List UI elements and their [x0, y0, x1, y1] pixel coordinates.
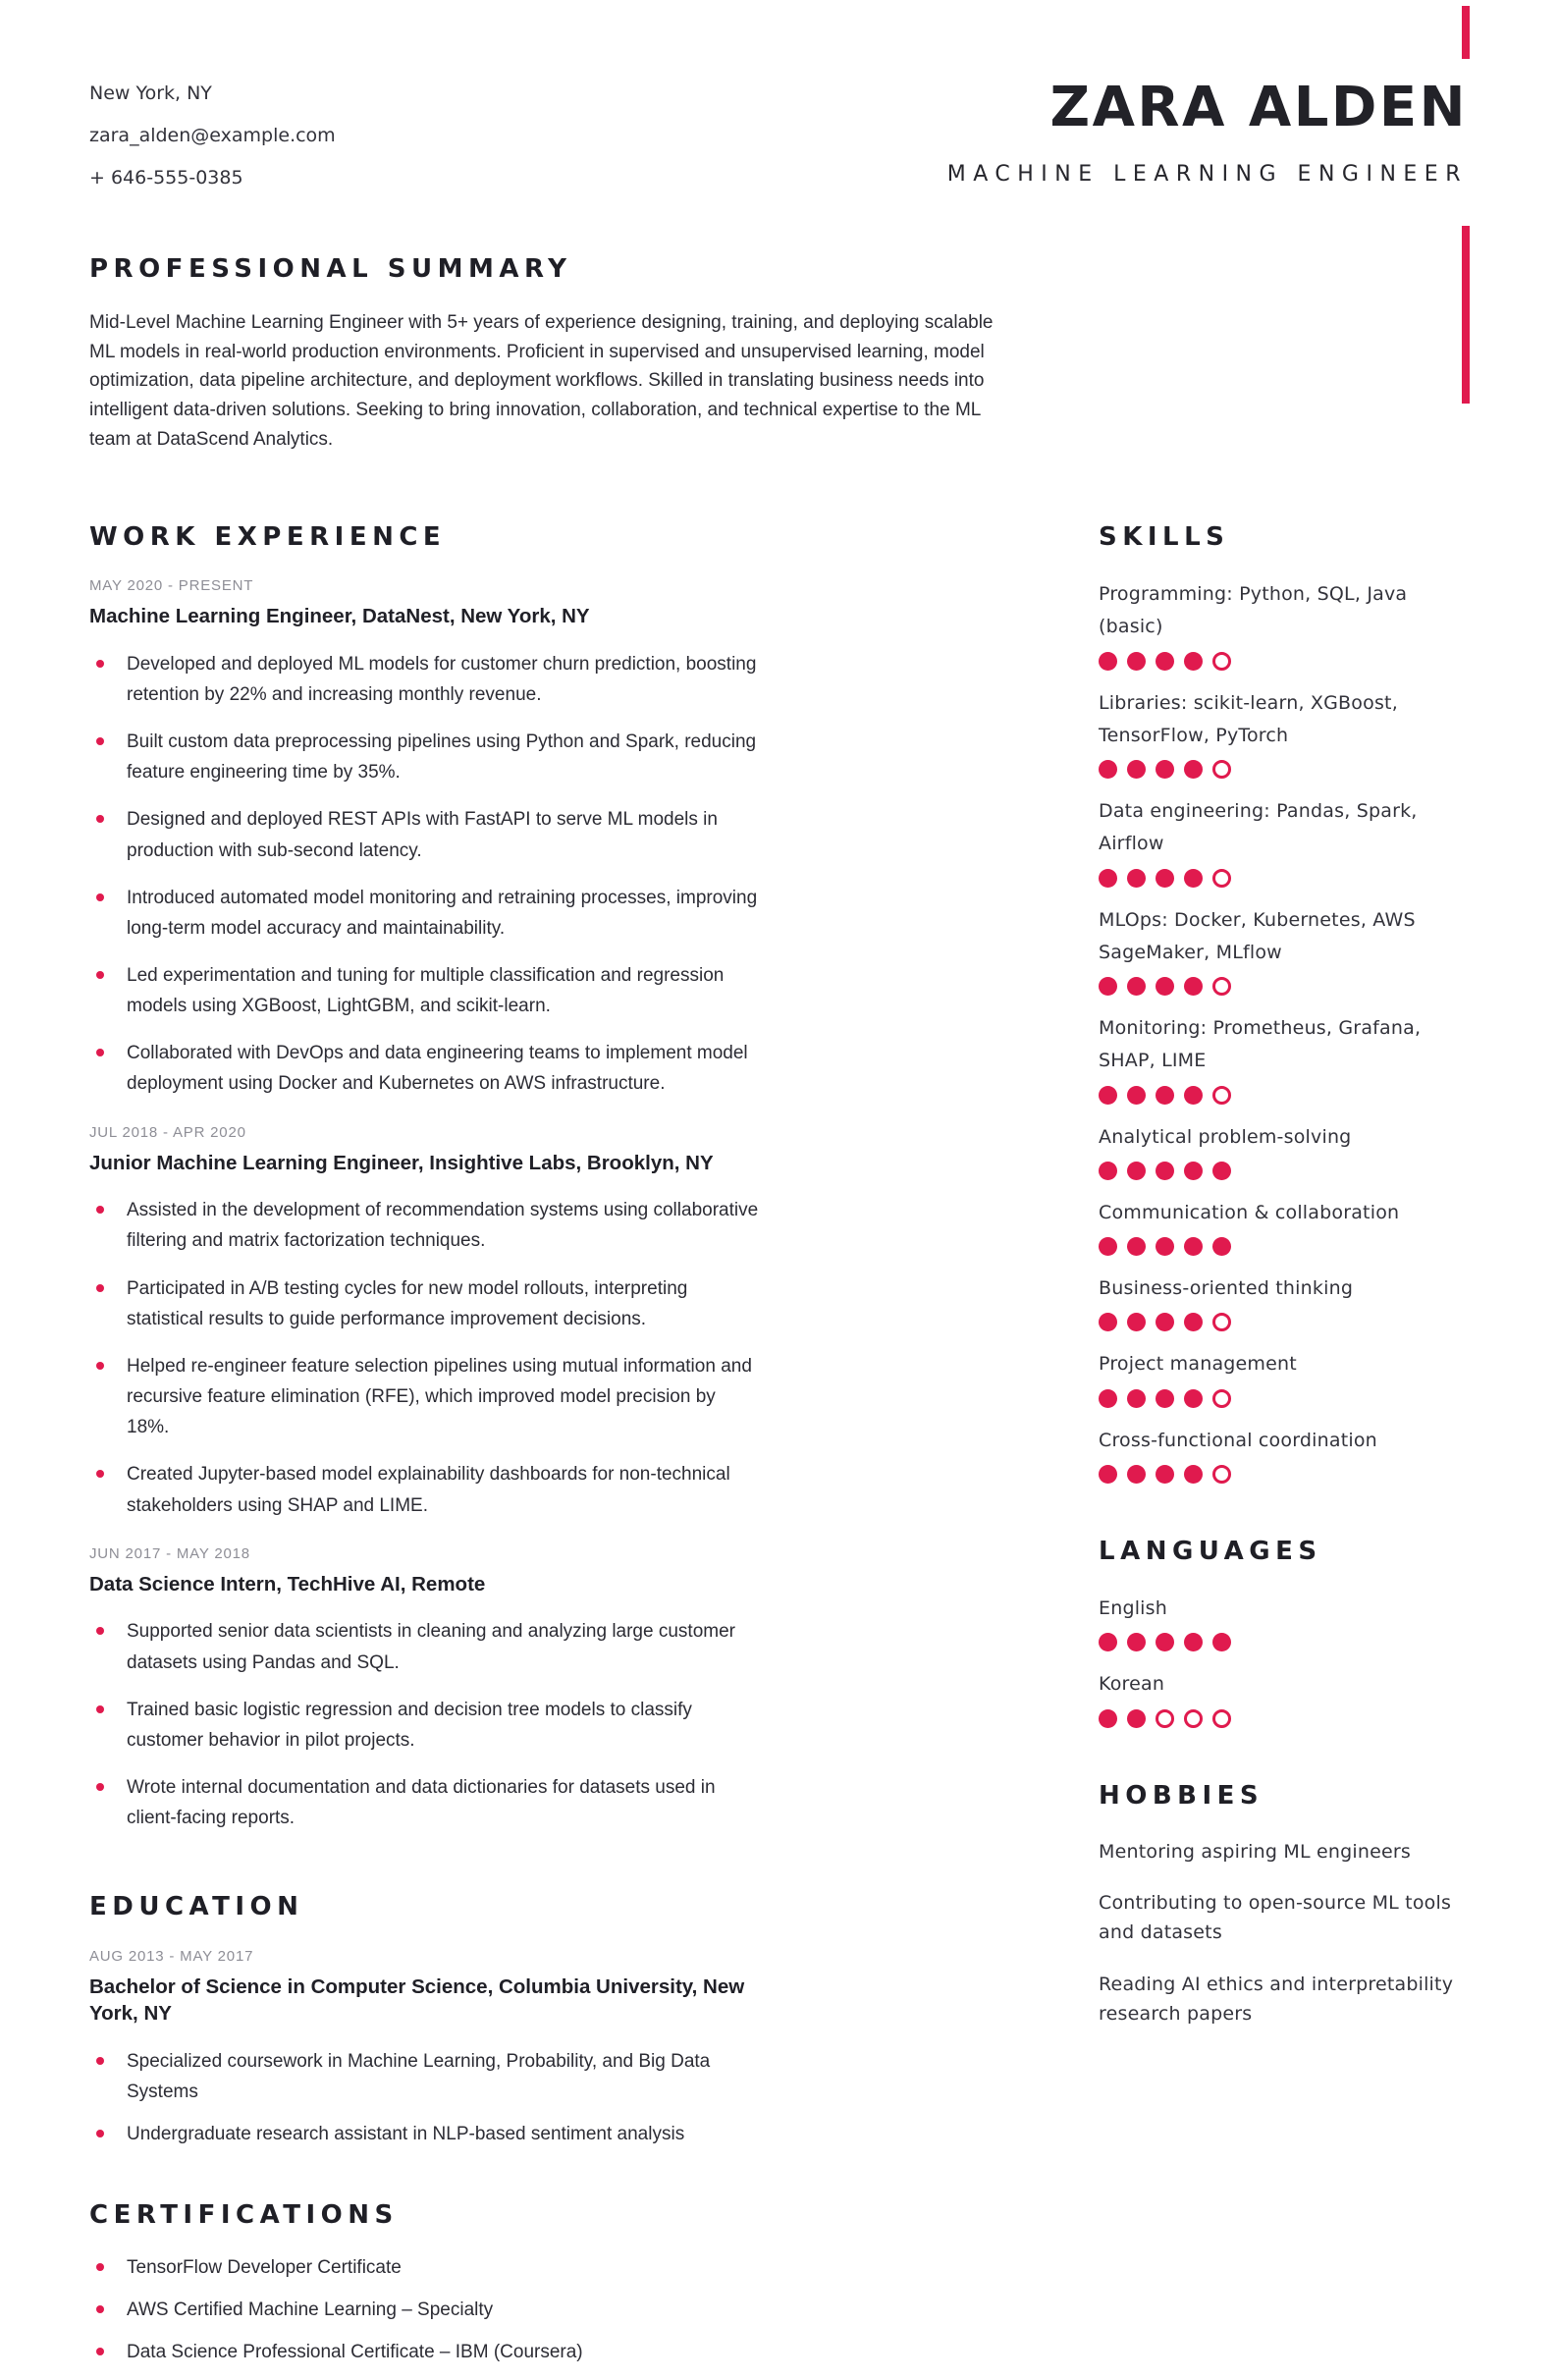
rating-dot-filled-icon	[1127, 1162, 1146, 1180]
rating-dot-filled-icon	[1127, 760, 1146, 779]
bullet-dot-icon	[96, 737, 104, 745]
job-dates: JUL 2018 - APR 2020	[89, 1123, 246, 1141]
rating-dot-filled-icon	[1156, 977, 1174, 996]
bullet-item	[89, 1616, 759, 1677]
bullet-text: AWS Certified Machine Learning – Specialty	[127, 2299, 494, 2321]
bullet-item	[89, 1772, 759, 1833]
rating-dot-filled-icon	[1156, 652, 1174, 671]
job-bullets	[89, 1195, 759, 1520]
hobby-item: Contributing to open-source ML tools and datasets	[1099, 1892, 1452, 1944]
education-degree: Bachelor of Science in Computer Science, Columbia University, New York, NY	[89, 1974, 745, 2026]
bullet-item	[89, 727, 759, 787]
summary-heading: PROFESSIONAL SUMMARY	[89, 254, 572, 284]
bullet-dot-icon	[96, 2130, 104, 2137]
contact-block	[89, 77, 336, 209]
rated-item	[1099, 1197, 1470, 1256]
rating-dots	[1099, 652, 1470, 671]
rating-dots	[1099, 1465, 1470, 1484]
rating-dot-filled-icon	[1156, 1633, 1174, 1651]
contact-phone: + 646-555-0385	[89, 167, 243, 189]
bullet-item	[89, 1695, 759, 1756]
rating-dot-filled-icon	[1099, 760, 1117, 779]
rating-dot-filled-icon	[1127, 1389, 1146, 1408]
bullet-text: Designed and deployed REST APIs with FastAPI to serve ML models in production with sub-second latency.	[127, 809, 718, 861]
rated-item-label: Business-oriented thinking	[1099, 1277, 1354, 1300]
bullet-text: Trained basic logistic regression and decision tree models to classify customer behavior in pilot projects.	[127, 1699, 692, 1751]
rated-item-label: MLOps: Docker, Kubernetes, AWS SageMaker, MLflow	[1099, 908, 1416, 963]
bullet-dot-icon	[96, 1049, 104, 1056]
summary-text: Mid-Level Machine Learning Engineer with 5+ years of experience designing, training, and deploying scalable ML models in real-world production environments. Proficient in supervised and unsupervised learning, model optimization, data pipeline architecture, and deployment workflows. Skilled in translating business needs into intelligent data-driven solutions. Seeking to bring innovation, collaboration, and technical expertise to the ML team at DataScend Analytics.	[89, 312, 994, 450]
rating-dot-filled-icon	[1184, 760, 1203, 779]
rated-item-label: Communication & collaboration	[1099, 1201, 1400, 1223]
education-entry	[89, 1948, 759, 2150]
rated-item-label: Programming: Python, SQL, Java (basic)	[1099, 583, 1408, 638]
sidebar-column	[1099, 501, 1470, 2379]
bullet-item	[89, 1273, 759, 1334]
rating-dot-empty-icon	[1212, 869, 1231, 888]
education-heading: EDUCATION	[89, 1892, 304, 1922]
rating-dot-filled-icon	[1212, 1162, 1231, 1180]
bullet-dot-icon	[96, 1206, 104, 1214]
rating-dot-filled-icon	[1099, 1465, 1117, 1484]
rating-dot-filled-icon	[1127, 1086, 1146, 1105]
bullet-item	[89, 960, 759, 1021]
rating-dots	[1099, 1237, 1470, 1256]
bullet-text: Data Science Professional Certificate – IBM (Coursera)	[127, 2342, 583, 2363]
bullet-item	[89, 2295, 759, 2325]
rating-dot-filled-icon	[1156, 1313, 1174, 1331]
bullet-item	[89, 2119, 759, 2149]
job-entry	[89, 577, 759, 1100]
bullet-dot-icon	[96, 815, 104, 823]
rating-dot-filled-icon	[1127, 977, 1146, 996]
rated-item	[1099, 578, 1470, 671]
rated-item	[1099, 795, 1470, 888]
work-experience-heading: WORK EXPERIENCE	[89, 521, 447, 552]
bullet-item	[89, 2046, 759, 2107]
two-column-layout	[89, 501, 1470, 2379]
rating-dot-filled-icon	[1127, 1465, 1146, 1484]
bullet-text: Wrote internal documentation and data dictionaries for datasets used in client-facing reports.	[127, 1777, 716, 1829]
rated-item	[1099, 904, 1470, 997]
rating-dot-filled-icon	[1099, 977, 1117, 996]
contact-location: New York, NY	[89, 82, 212, 104]
bullet-item	[89, 883, 759, 944]
rated-item-label: Monitoring: Prometheus, Grafana, SHAP, LIME	[1099, 1017, 1422, 1072]
rating-dot-filled-icon	[1099, 1086, 1117, 1105]
skill-list	[1099, 578, 1470, 1484]
rating-dot-filled-icon	[1099, 1313, 1117, 1331]
hobbies-heading: HOBBIES	[1099, 1780, 1264, 1811]
rating-dot-filled-icon	[1099, 652, 1117, 671]
rating-dot-filled-icon	[1127, 1709, 1146, 1728]
bullet-item	[89, 2337, 759, 2367]
rating-dots	[1099, 1709, 1470, 1728]
candidate-title: MACHINE LEARNING ENGINEER	[946, 162, 1468, 187]
rating-dot-empty-icon	[1212, 1465, 1231, 1484]
rating-dots	[1099, 760, 1470, 779]
job-bullets	[89, 1616, 759, 1833]
language-list	[1099, 1593, 1470, 1728]
rated-item-label: Analytical problem-solving	[1099, 1125, 1352, 1148]
bullet-dot-icon	[96, 2348, 104, 2355]
section-professional-summary	[89, 254, 1470, 454]
rating-dot-filled-icon	[1127, 652, 1146, 671]
rated-item	[1099, 1121, 1470, 1180]
rating-dots	[1099, 1313, 1470, 1331]
rated-item	[1099, 1348, 1470, 1407]
bullet-item	[89, 1459, 759, 1520]
bullet-text: Specialized coursework in Machine Learning, Probability, and Big Data Systems	[127, 2050, 711, 2102]
bullet-text: Introduced automated model monitoring and retraining processes, improving long-term model accuracy and maintainability.	[127, 887, 758, 939]
bullet-text: Led experimentation and tuning for multiple classification and regression models using XGBoost, LightGBM, and scikit-learn.	[127, 965, 725, 1017]
rating-dot-filled-icon	[1184, 1465, 1203, 1484]
languages-heading: LANGUAGES	[1099, 1536, 1322, 1566]
rated-item-label: Korean	[1099, 1673, 1165, 1696]
main-column	[89, 501, 759, 2379]
rating-dot-empty-icon	[1212, 760, 1231, 779]
job-bullets	[89, 649, 759, 1100]
bullet-dot-icon	[96, 2305, 104, 2313]
bullet-text: Participated in A/B testing cycles for new model rollouts, interpreting statistical results to guide performance improvement decisions.	[127, 1277, 688, 1329]
rating-dot-filled-icon	[1099, 1709, 1117, 1728]
rating-dot-filled-icon	[1127, 1237, 1146, 1256]
rating-dot-filled-icon	[1184, 1237, 1203, 1256]
bullet-dot-icon	[96, 1284, 104, 1292]
rating-dot-empty-icon	[1212, 1086, 1231, 1105]
rating-dot-filled-icon	[1212, 1237, 1231, 1256]
rating-dot-filled-icon	[1099, 869, 1117, 888]
skills-heading: SKILLS	[1099, 521, 1230, 552]
job-entry	[89, 1124, 759, 1521]
contact-email: zara_alden@example.com	[89, 125, 336, 146]
rating-dot-filled-icon	[1184, 1389, 1203, 1408]
bullet-item	[89, 1195, 759, 1256]
bullet-item	[89, 804, 759, 865]
section-work-experience	[89, 522, 759, 1833]
rating-dots	[1099, 1086, 1470, 1105]
hobby-list	[1099, 1837, 1470, 2029]
rating-dots	[1099, 1389, 1470, 1408]
hobby-item: Mentoring aspiring ML engineers	[1099, 1840, 1411, 1863]
rating-dot-empty-icon	[1212, 1313, 1231, 1331]
bullet-text: Supported senior data scientists in cleaning and analyzing large customer datasets using Pandas and SQL.	[127, 1621, 735, 1673]
job-entry	[89, 1545, 759, 1834]
rating-dot-filled-icon	[1156, 1465, 1174, 1484]
bullet-text: Collaborated with DevOps and data engineering teams to implement model deployment using Docker and Kubernetes on AWS infrastructure.	[127, 1043, 748, 1095]
bullet-text: Developed and deployed ML models for customer churn prediction, boosting retention by 22% and increasing monthly revenue.	[127, 653, 757, 705]
rating-dot-filled-icon	[1156, 1162, 1174, 1180]
rating-dot-filled-icon	[1156, 760, 1174, 779]
section-skills	[1099, 522, 1470, 1484]
rating-dot-filled-icon	[1184, 1162, 1203, 1180]
bullet-item	[89, 2252, 759, 2283]
bullet-dot-icon	[96, 893, 104, 901]
bullet-text: TensorFlow Developer Certificate	[127, 2257, 402, 2279]
header	[89, 77, 1470, 209]
rating-dots	[1099, 977, 1470, 996]
section-education	[89, 1892, 759, 2149]
job-title: Junior Machine Learning Engineer, Insightive Labs, Brooklyn, NY	[89, 1151, 714, 1174]
rating-dot-filled-icon	[1184, 869, 1203, 888]
rated-item-label: Data engineering: Pandas, Spark, Airflow	[1099, 800, 1418, 855]
accent-bar-bottom	[1462, 226, 1470, 404]
rating-dots	[1099, 869, 1470, 888]
rating-dot-filled-icon	[1212, 1633, 1231, 1651]
rating-dot-filled-icon	[1184, 1086, 1203, 1105]
rating-dot-filled-icon	[1184, 1313, 1203, 1331]
certifications-heading: CERTIFICATIONS	[89, 2200, 399, 2231]
bullet-text: Assisted in the development of recommendation systems using collaborative filtering and matrix factorization techniques.	[127, 1200, 759, 1252]
bullet-dot-icon	[96, 2057, 104, 2065]
rating-dot-empty-icon	[1184, 1709, 1203, 1728]
rating-dot-empty-icon	[1156, 1709, 1174, 1728]
section-certifications	[89, 2200, 759, 2367]
section-languages	[1099, 1537, 1470, 1728]
job-title: Data Science Intern, TechHive AI, Remote	[89, 1572, 486, 1596]
rating-dot-filled-icon	[1184, 652, 1203, 671]
bullet-item	[89, 1351, 759, 1442]
job-dates: JUN 2017 - MAY 2018	[89, 1544, 250, 1562]
rated-item	[1099, 1012, 1470, 1105]
bullet-dot-icon	[96, 1705, 104, 1713]
bullet-text: Helped re-engineer feature selection pipelines using mutual information and recursive feature elimination (RFE), which improved model precision by 18%.	[127, 1355, 752, 1438]
rating-dot-filled-icon	[1099, 1162, 1117, 1180]
bullet-dot-icon	[96, 1627, 104, 1635]
rating-dot-filled-icon	[1127, 1633, 1146, 1651]
rating-dot-filled-icon	[1184, 977, 1203, 996]
rated-item-label: Cross-functional coordination	[1099, 1429, 1377, 1451]
rated-item-label: English	[1099, 1597, 1168, 1620]
rated-item	[1099, 1593, 1470, 1651]
rating-dot-empty-icon	[1212, 1389, 1231, 1408]
bullet-item	[89, 1038, 759, 1099]
bullet-dot-icon	[96, 1783, 104, 1791]
education-list	[89, 1948, 759, 2150]
rated-item-label: Libraries: scikit-learn, XGBoost, TensorFlow, PyTorch	[1099, 691, 1398, 746]
bullet-dot-icon	[96, 1470, 104, 1478]
bullet-item	[89, 649, 759, 710]
rating-dot-filled-icon	[1184, 1633, 1203, 1651]
bullet-dot-icon	[96, 971, 104, 979]
job-title: Machine Learning Engineer, DataNest, New York, NY	[89, 605, 590, 628]
hobby-item: Reading AI ethics and interpretability research papers	[1099, 1973, 1454, 2026]
education-bullets	[89, 2046, 759, 2149]
rating-dot-filled-icon	[1099, 1389, 1117, 1408]
rating-dot-filled-icon	[1156, 1389, 1174, 1408]
rated-item	[1099, 687, 1470, 780]
rating-dot-empty-icon	[1212, 1709, 1231, 1728]
bullet-dot-icon	[96, 2263, 104, 2271]
rating-dot-filled-icon	[1127, 869, 1146, 888]
bullet-dot-icon	[96, 1362, 104, 1370]
rating-dot-filled-icon	[1156, 869, 1174, 888]
candidate-name: ZARA ALDEN	[1049, 76, 1468, 139]
bullet-text: Created Jupyter-based model explainability dashboards for non-technical stakeholders using SHAP and LIME.	[127, 1464, 730, 1516]
rated-item	[1099, 1668, 1470, 1727]
section-hobbies	[1099, 1781, 1470, 2029]
rating-dot-filled-icon	[1156, 1086, 1174, 1105]
rating-dot-empty-icon	[1212, 977, 1231, 996]
job-dates: MAY 2020 - PRESENT	[89, 577, 254, 595]
rating-dot-filled-icon	[1156, 1237, 1174, 1256]
bullet-dot-icon	[96, 660, 104, 668]
certification-list	[89, 2252, 759, 2367]
rated-item	[1099, 1272, 1470, 1331]
identity-block	[947, 77, 1470, 187]
rating-dots	[1099, 1633, 1470, 1651]
bullet-text: Undergraduate research assistant in NLP-based sentiment analysis	[127, 2124, 685, 2145]
rating-dots	[1099, 1162, 1470, 1180]
job-list	[89, 577, 759, 1833]
accent-bar-top	[1462, 6, 1470, 59]
rating-dot-filled-icon	[1099, 1237, 1117, 1256]
rating-dot-filled-icon	[1127, 1313, 1146, 1331]
bullet-text: Built custom data preprocessing pipelines using Python and Spark, reducing feature engineering time by 35%.	[127, 731, 757, 784]
rating-dot-filled-icon	[1099, 1633, 1117, 1651]
rated-item-label: Project management	[1099, 1353, 1297, 1376]
rated-item	[1099, 1425, 1470, 1484]
education-dates: AUG 2013 - MAY 2017	[89, 1947, 254, 1965]
rating-dot-empty-icon	[1212, 652, 1231, 671]
